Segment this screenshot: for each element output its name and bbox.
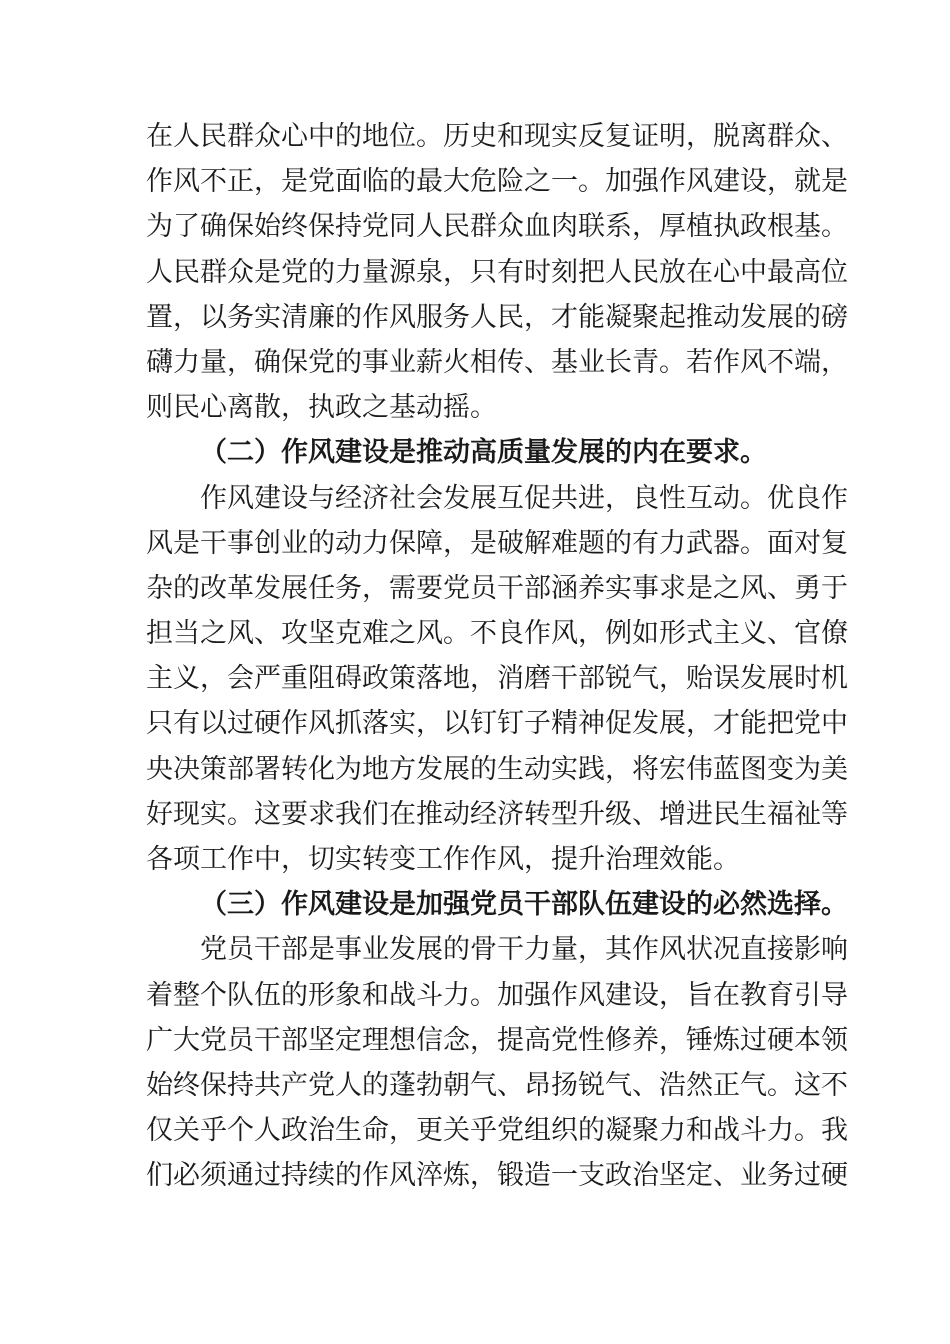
paragraph-line: 始终保持共产党人的蓬勃朝气、昂扬锐气、浩然正气。这不: [146, 1069, 848, 1101]
paragraph-line: 为了确保始终保持党同人民群众血肉联系，厚植执政根基。: [146, 211, 848, 243]
section-heading: （三）作风建设是加强党员干部队伍建设的必然选择。: [200, 889, 848, 921]
paragraph-line: 杂的改革发展任务，需要党员干部涵养实事求是之风、勇于: [146, 572, 848, 604]
paragraph-line: 则民心离散，执政之基动摇。: [146, 392, 497, 424]
paragraph-line: 礴力量，确保党的事业薪火相传、基业长青。若作风不端，: [146, 346, 848, 378]
paragraph-line: 风是干事创业的动力保障，是破解难题的有力武器。面对复: [146, 527, 848, 559]
paragraph-line: 主义，会严重阻碍政策落地，消磨干部锐气，贻误发展时机: [146, 663, 848, 695]
paragraph-line: 仅关乎个人政治生命，更关乎党组织的凝聚力和战斗力。我: [146, 1115, 848, 1147]
section-heading: （二）作风建设是推动高质量发展的内在要求。: [200, 437, 767, 469]
paragraph-line: 央决策部署转化为地方发展的生动实践，将宏伟蓝图变为美: [146, 753, 848, 785]
paragraph-line: 广大党员干部坚定理想信念，提高党性修养，锤炼过硬本领: [146, 1024, 848, 1056]
paragraph-line: 置，以务实清廉的作风服务人民，才能凝聚起推动发展的磅: [146, 301, 848, 333]
paragraph-line: 好现实。这要求我们在推动经济转型升级、增进民生福祉等: [146, 798, 848, 830]
paragraph-line: 在人民群众心中的地位。历史和现实反复证明，脱离群众、: [146, 121, 848, 152]
paragraph-line: 人民群众是党的力量源泉，只有时刻把人民放在心中最高位: [146, 256, 848, 288]
paragraph-line: 作风建设与经济社会发展互促共进，良性互动。优良作: [200, 482, 848, 514]
paragraph-line: 作风不正，是党面临的最大危险之一。加强作风建设，就是: [146, 166, 848, 198]
paragraph-line: 只有以过硬作风抓落实，以钉钉子精神促发展，才能把党中: [146, 708, 848, 740]
paragraph-line: 各项工作中，切实转变工作作风，提升治理效能。: [146, 844, 740, 875]
paragraph-line: 党员干部是事业发展的骨干力量，其作风状况直接影响: [200, 934, 848, 966]
document-body: [146, 114, 848, 1199]
paragraph-line: 们必须通过持续的作风淬炼，锻造一支政治坚定、业务过硬: [146, 1160, 848, 1192]
paragraph-line: 担当之风、攻坚克难之风。不良作风，例如形式主义、官僚: [146, 618, 848, 650]
paragraph-line: 着整个队伍的形象和战斗力。加强作风建设，旨在教育引导: [146, 979, 848, 1011]
